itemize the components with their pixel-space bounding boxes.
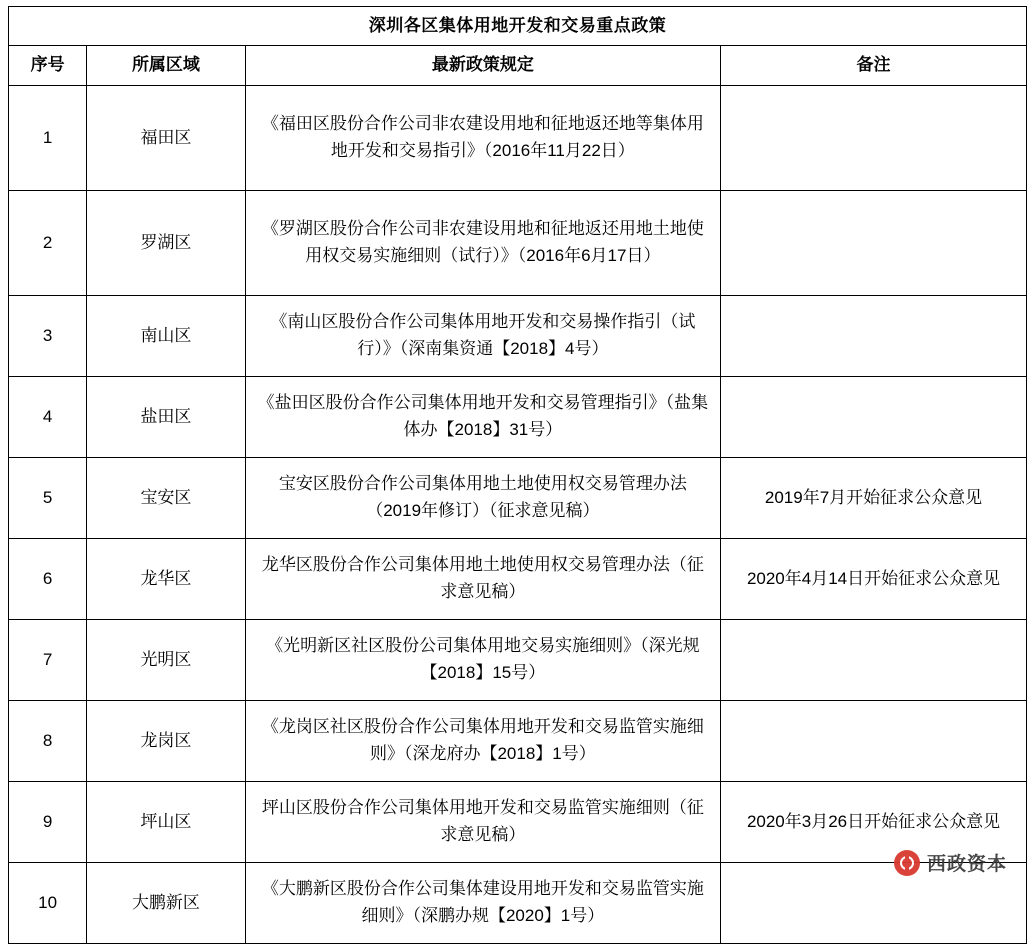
- cell-index: 4: [9, 376, 87, 457]
- cell-district: 龙岗区: [87, 700, 245, 781]
- column-header-remark: 备注: [721, 46, 1027, 85]
- table-row: [9, 295, 1027, 376]
- cell-index: 5: [9, 457, 87, 538]
- page-title: 深圳各区集体用地开发和交易重点政策: [9, 7, 1027, 46]
- cell-index: 6: [9, 538, 87, 619]
- column-header-district: 所属区域: [87, 46, 245, 85]
- table-row: [9, 457, 1027, 538]
- cell-policy: 《龙岗区社区股份合作公司集体用地开发和交易监管实施细则》（深龙府办【2018】1号）: [245, 700, 720, 781]
- cell-remark: 2020年3月26日开始征求公众意见: [721, 781, 1027, 862]
- cell-policy: 《盐田区股份合作公司集体用地开发和交易管理指引》（盐集体办【2018】31号）: [245, 376, 720, 457]
- cell-index: 7: [9, 619, 87, 700]
- column-header-policy: 最新政策规定: [245, 46, 720, 85]
- cell-index: 3: [9, 295, 87, 376]
- cell-policy: 《光明新区社区股份公司集体用地交易实施细则》（深光规【2018】15号）: [245, 619, 720, 700]
- cell-policy: 宝安区股份合作公司集体用地土地使用权交易管理办法（2019年修订）（征求意见稿）: [245, 457, 720, 538]
- cell-remark: [721, 376, 1027, 457]
- column-header-index: 序号: [9, 46, 87, 85]
- watermark-label: 西政资本: [926, 854, 1007, 875]
- cell-policy: 《罗湖区股份合作公司非农建设用地和征地返还用地土地使用权交易实施细则（试行）》（2016年6月17日）: [245, 190, 720, 295]
- cell-index: 9: [9, 781, 87, 862]
- table-row: [9, 619, 1027, 700]
- cell-district: 宝安区: [87, 457, 245, 538]
- cell-remark: [721, 190, 1027, 295]
- cell-policy: 坪山区股份合作公司集体用地开发和交易监管实施细则（征求意见稿）: [245, 781, 720, 862]
- cell-district: 罗湖区: [87, 190, 245, 295]
- cell-remark: [721, 295, 1027, 376]
- cell-index: 8: [9, 700, 87, 781]
- table-header-row: [9, 46, 1027, 85]
- table-title-row: [9, 7, 1027, 46]
- cell-remark: [721, 619, 1027, 700]
- cell-district: 南山区: [87, 295, 245, 376]
- wechat-logo-icon: [894, 850, 920, 876]
- cell-index: 1: [9, 85, 87, 190]
- cell-district: 坪山区: [87, 781, 245, 862]
- table-row: [9, 700, 1027, 781]
- table-row: [9, 538, 1027, 619]
- cell-district: 盐田区: [87, 376, 245, 457]
- cell-remark: [721, 700, 1027, 781]
- table-row: [9, 781, 1027, 862]
- cell-index: 10: [9, 862, 87, 943]
- cell-policy: 《南山区股份合作公司集体用地开发和交易操作指引（试行）》（深南集资通【2018】4号）: [245, 295, 720, 376]
- cell-policy: 《大鹏新区股份合作公司集体建设用地开发和交易监管实施细则》（深鹏办规【2020】1号）: [245, 862, 720, 943]
- cell-remark: 2019年7月开始征求公众意见: [721, 457, 1027, 538]
- cell-remark: 2020年4月14日开始征求公众意见: [721, 538, 1027, 619]
- table-row: [9, 85, 1027, 190]
- cell-remark: [721, 85, 1027, 190]
- table-row: [9, 376, 1027, 457]
- watermark: [894, 849, 1007, 876]
- cell-district: 光明区: [87, 619, 245, 700]
- cell-district: 福田区: [87, 85, 245, 190]
- cell-index: 2: [9, 190, 87, 295]
- cell-district: 龙华区: [87, 538, 245, 619]
- cell-district: 大鹏新区: [87, 862, 245, 943]
- cell-policy: 《福田区股份合作公司非农建设用地和征地返还地等集体用地开发和交易指引》（2016年11月22日）: [245, 85, 720, 190]
- table-row: [9, 862, 1027, 943]
- cell-policy: 龙华区股份合作公司集体用地土地使用权交易管理办法（征求意见稿）: [245, 538, 720, 619]
- table-row: [9, 190, 1027, 295]
- policy-table: [8, 6, 1027, 944]
